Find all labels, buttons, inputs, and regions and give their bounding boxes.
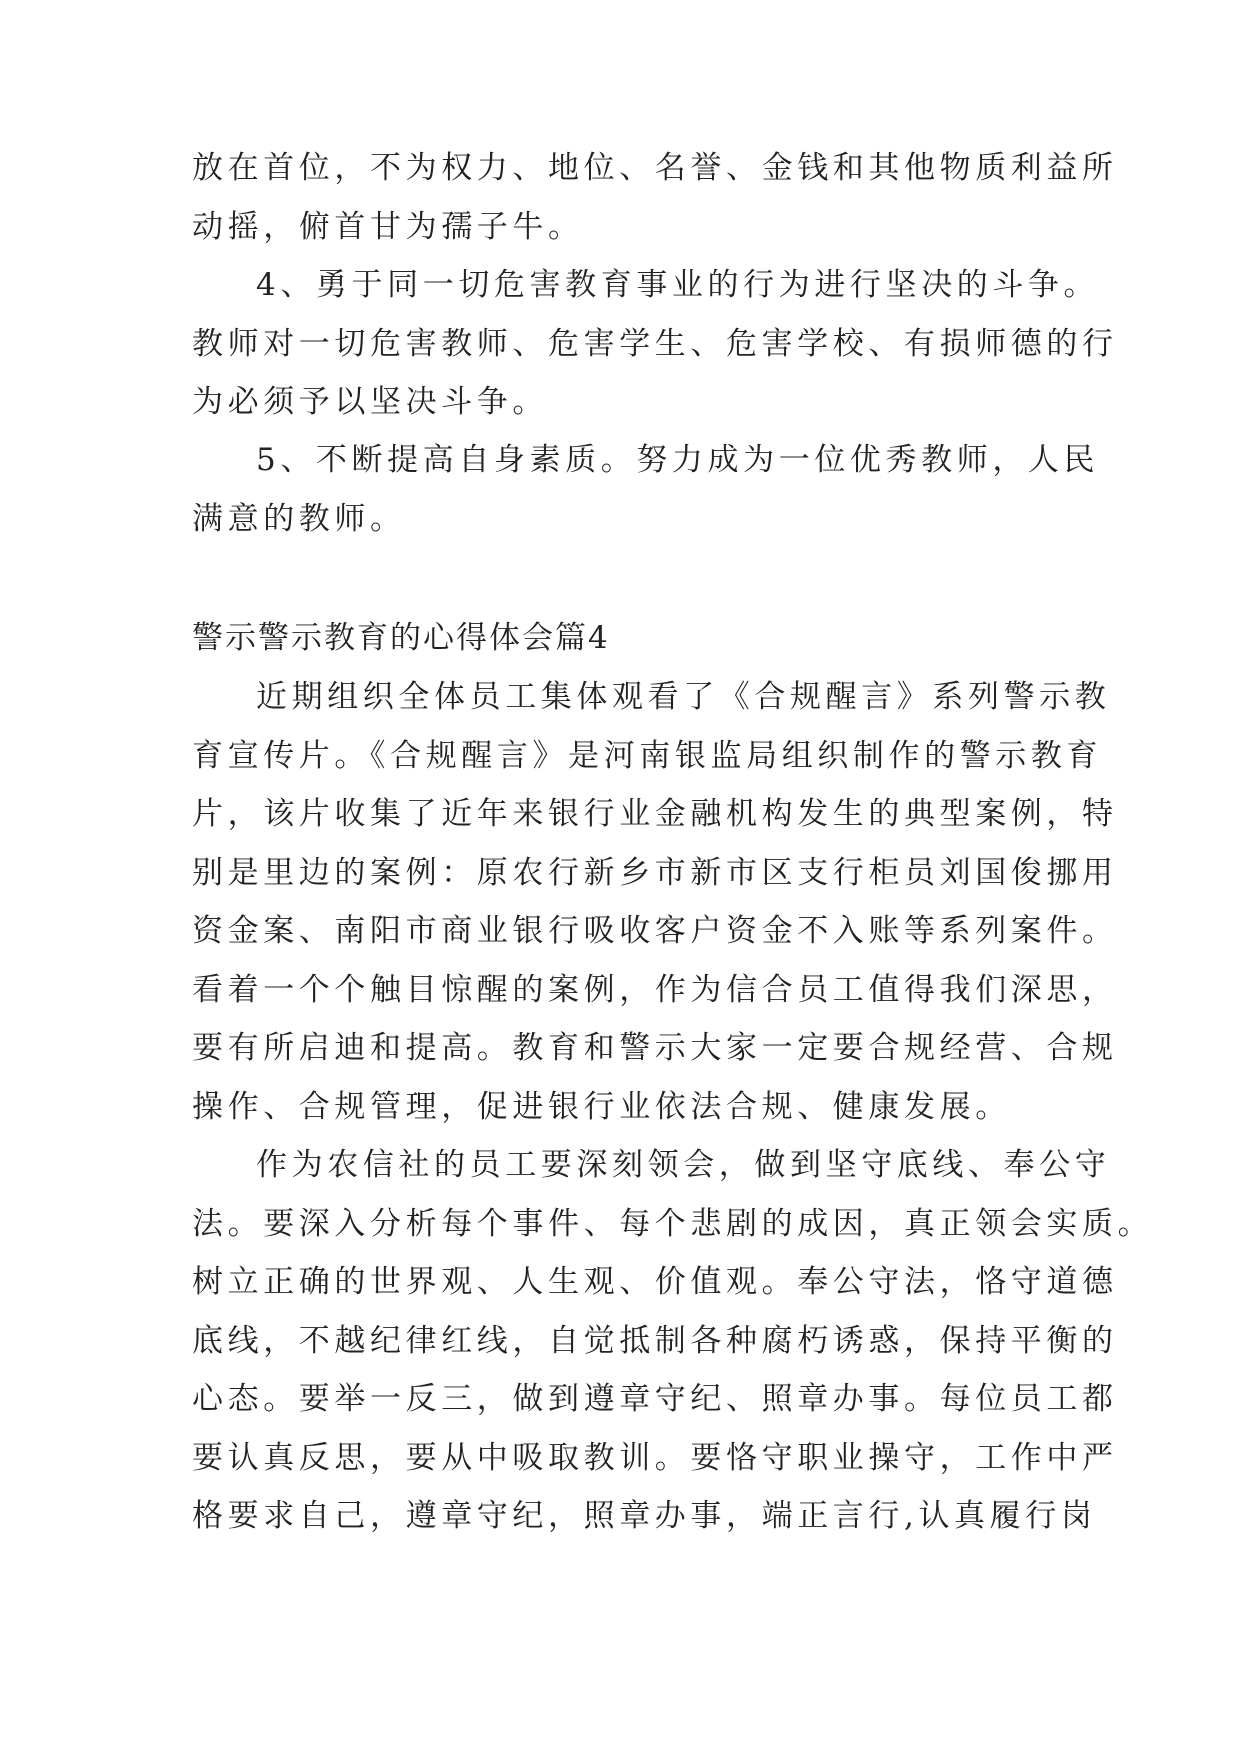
text-line: 看着一个个触目惊醒的案例，作为信合员工值得我们深思， <box>192 971 1118 1008</box>
text-line: 别是里边的案例：原农行新乡市新市区支行柜员刘国俊挪用 <box>192 854 1118 891</box>
text-line: 操作、合规管理，促进银行业依法合规、健康发展。 <box>192 1088 1011 1125</box>
text-line: 要认真反思，要从中吸取教训。要恪守职业操守，工作中严 <box>192 1439 1118 1476</box>
section-heading <box>192 609 1052 668</box>
text-line: 底线，不越纪律红线，自觉抵制各种腐朽诱惑，保持平衡的 <box>192 1322 1118 1359</box>
text-line: 近期组织全体员工集体观看了《合规醒言》系列警示教 <box>256 679 1111 715</box>
continuation-paragraph <box>192 139 1118 256</box>
text-line: 片，该片收集了近年来银行业金融机构发生的典型案例，特 <box>192 796 1118 832</box>
heading-text: 警示警示教育的心得体会篇4 <box>192 620 610 656</box>
text-line: 树立正确的世界观、人生观、价值观。奉公守法，恪守道德 <box>192 1264 1118 1300</box>
item-5-paragraph <box>192 431 1100 548</box>
text-line: 育宣传片。《合规醒言》是河南银监局组织制作的警示教育 <box>192 737 1103 774</box>
item-4-paragraph <box>192 256 1118 432</box>
text-line: 动摇，俯首甘为孺子牛。 <box>192 208 584 245</box>
text-line: 满意的教师。 <box>192 500 406 537</box>
text-line: 要有所启迪和提高。教育和警示大家一定要合规经营、合规 <box>192 1030 1118 1066</box>
text-line: 教师对一切危害教师、危害学生、危害学校、有损师德的行 <box>192 325 1118 362</box>
text-line: 放在首位，不为权力、地位、名誉、金钱和其他物质利益所 <box>192 150 1118 186</box>
section-4-paragraph-1 <box>192 668 1118 1136</box>
section-4-paragraph-2 <box>192 1136 1154 1546</box>
text-line: 5、不断提高自身素质。努力成为一位优秀教师，人民 <box>256 442 1100 478</box>
text-line: 为必须予以坚决斗争。 <box>192 384 548 420</box>
text-line: 4、勇于同一切危害教育事业的行为进行坚决的斗争。 <box>256 267 1100 303</box>
text-line: 格要求自己，遵章守纪，照章办事，端正言行,认真履行岗 <box>192 1498 1097 1534</box>
text-line: 作为农信社的员工要深刻领会，做到坚守底线、奉公守 <box>256 1147 1111 1183</box>
text-line: 法。要深入分析每个事件、每个悲剧的成因，真正领会实质。 <box>192 1205 1154 1242</box>
text-line: 资金案、南阳市商业银行吸收客户资金不入账等系列案件。 <box>192 913 1118 949</box>
text-line: 心态。要举一反三，做到遵章守纪、照章办事。每位员工都 <box>192 1381 1118 1417</box>
